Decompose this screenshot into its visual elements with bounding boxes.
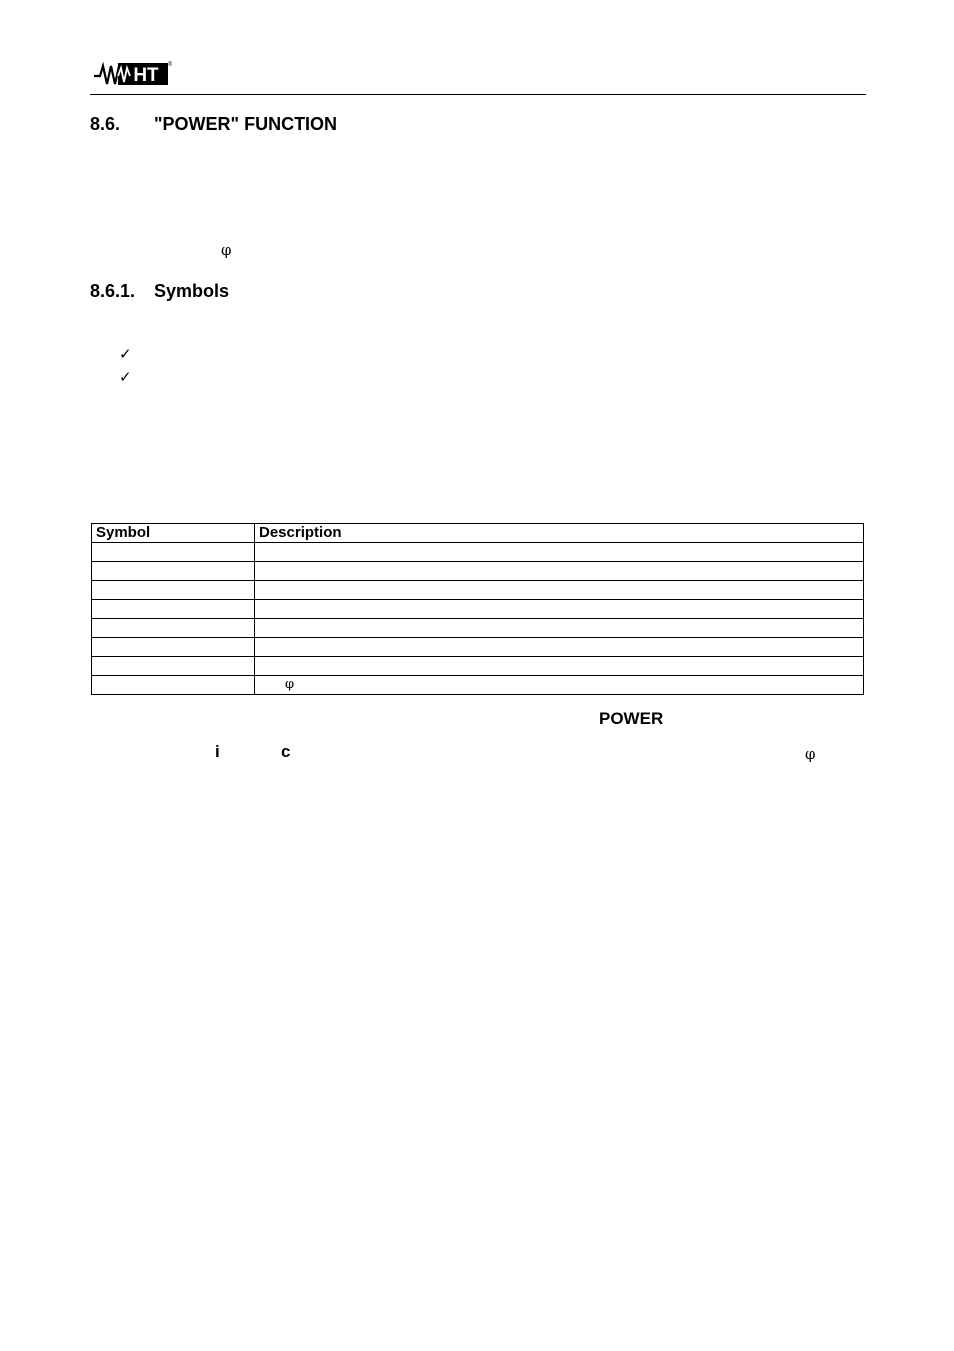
description-cell [255,619,864,638]
table-row [92,638,864,657]
table-row [92,600,864,619]
checkmark-icon: ✓ [119,368,132,386]
table-row [92,657,864,676]
phi-symbol: φ [805,745,816,763]
registered-mark: ® [167,62,172,68]
phi-symbol: φ [221,241,232,259]
ht-logo-graphic [94,60,172,88]
c-letter: c [281,742,291,761]
section-number: 8.6. [90,114,121,134]
description-cell [255,562,864,581]
column-header-symbol: Symbol [92,524,255,543]
table-row [92,543,864,562]
table-row [92,581,864,600]
ht-logo [94,60,172,88]
description-cell [255,638,864,657]
description-cell [255,543,864,562]
symbol-cell [92,638,255,657]
symbol-cell [92,600,255,619]
symbol-cell [92,543,255,562]
subsection-title: Symbols [154,281,230,301]
table-header-row [92,524,864,543]
header-divider [90,94,866,95]
table-row [92,619,864,638]
symbol-cell [92,657,255,676]
symbol-cell [92,562,255,581]
symbols-table [91,523,864,695]
symbol-cell [92,619,255,638]
table-row [92,676,864,695]
logo-text: HT [133,65,159,86]
i-letter: i [215,742,220,761]
symbol-cell [92,676,255,695]
subsection-heading [90,281,229,301]
section-heading [90,114,337,134]
description-cell [255,581,864,600]
description-cell [255,600,864,619]
power-keyword: POWER [599,709,664,728]
description-cell [255,657,864,676]
subsection-number: 8.6.1. [90,281,136,301]
symbol-cell [92,581,255,600]
column-header-description: Description [255,524,864,543]
table-row [92,562,864,581]
section-title: "POWER" FUNCTION [154,114,338,134]
description-cell: φ [255,676,864,695]
checkmark-icon: ✓ [119,345,132,363]
